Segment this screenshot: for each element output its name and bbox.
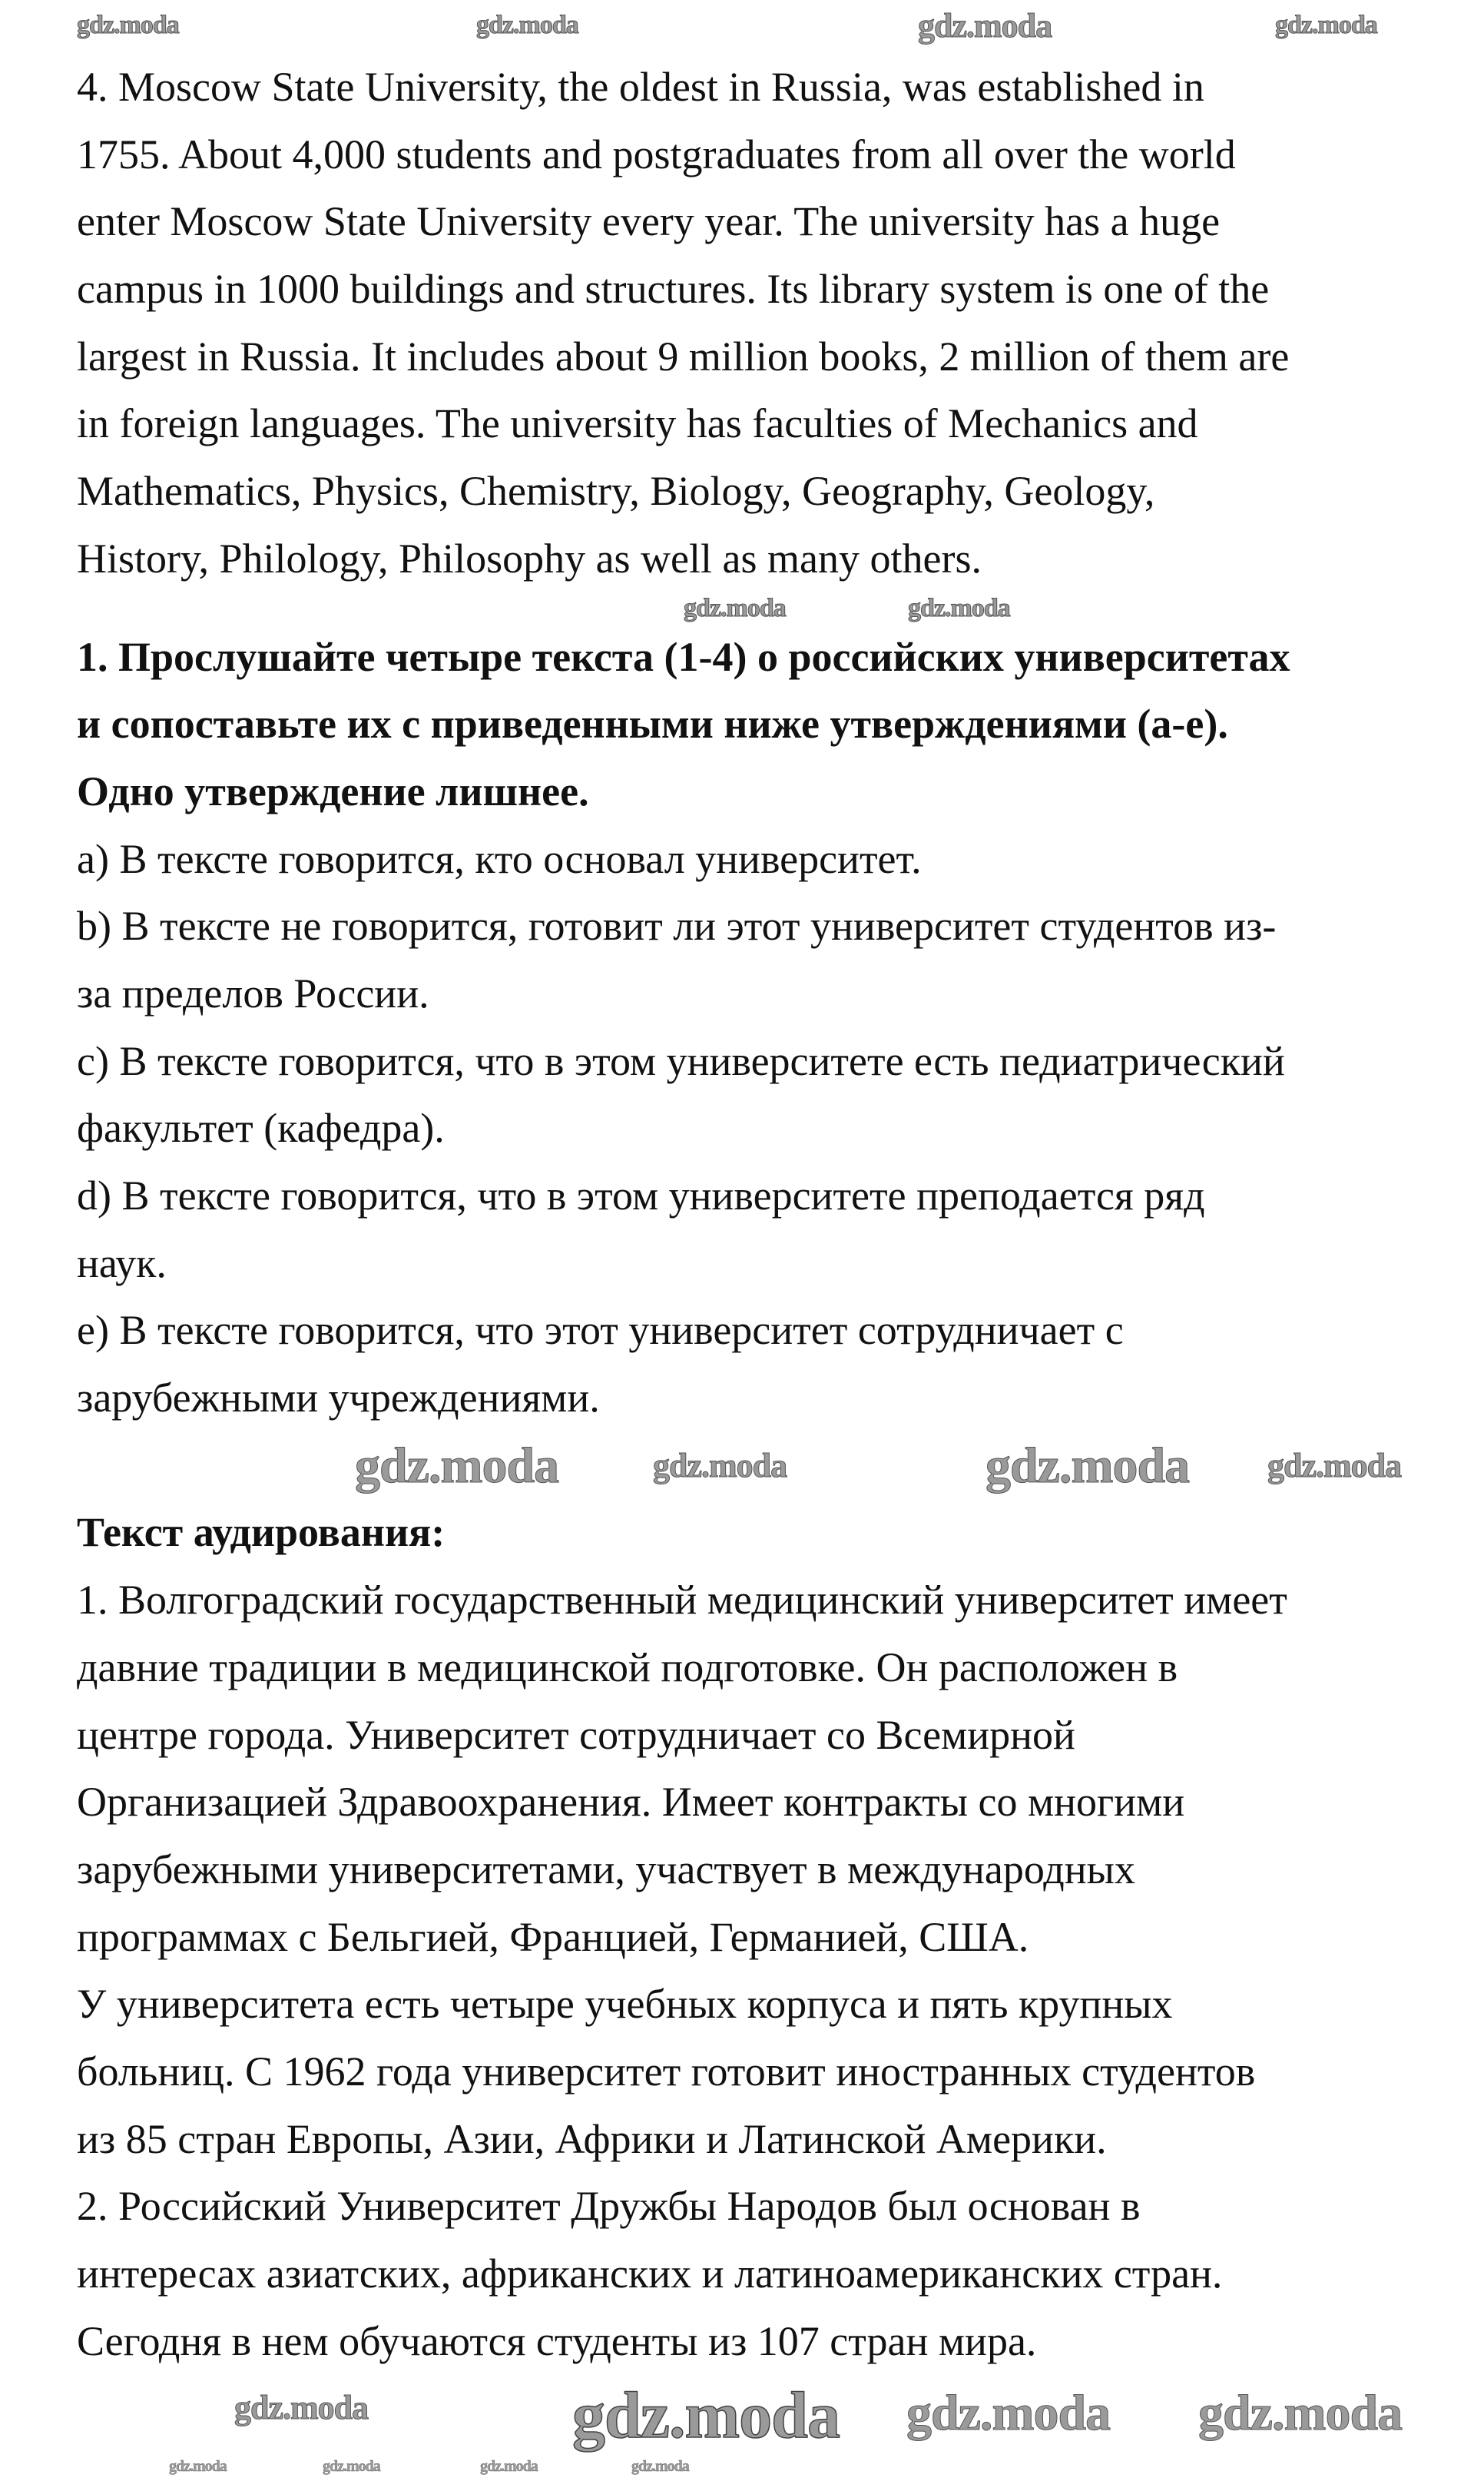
statement-line: e) В тексте говорится, что этот университет сотрудничает с — [77, 1307, 1124, 1354]
watermark: gdz.moda — [1198, 2385, 1403, 2441]
text-line: больниц. С 1962 года университет готовит иностранных студентов — [77, 2048, 1256, 2095]
text-line: из 85 стран Европы, Азии, Африки и Латинской Америки. — [77, 2115, 1107, 2162]
heading-line: и сопоставьте их с приведенными ниже утверждениями (a-e). — [77, 701, 1228, 748]
watermark: gdz.moda — [234, 2389, 369, 2426]
listening-heading: Текст аудирования: — [77, 1509, 446, 1556]
text-line: У университета есть четыре учебных корпуса и пять крупных — [77, 1981, 1173, 2028]
text-line: Сегодня в нем обучаются студенты из 107 стран мира. — [77, 2317, 1037, 2364]
text-line: 1. Волгоградский государственный медицинский университет имеет — [77, 1577, 1287, 1624]
text-line: Организацией Здравоохранения. Имеет контракты со многими — [77, 1779, 1185, 1826]
text-line: 1755. About 4,000 students and postgraduates from all over the world — [77, 131, 1236, 177]
statement-line: c) В тексте говорится, что в этом университете есть педиатрический — [77, 1037, 1285, 1084]
watermark: gdz.moda — [684, 594, 786, 622]
watermark: gdz.moda — [918, 7, 1052, 45]
spacer — [77, 1432, 1444, 1500]
text-line: largest in Russia. It includes about 9 million books, 2 million of them are — [77, 333, 1290, 380]
watermark: gdz.moda — [476, 11, 578, 39]
text-line: интересах азиатских, африканских и латиноамериканских стран. — [77, 2250, 1223, 2297]
watermark: gdz.moda — [1275, 11, 1377, 39]
statement-line: факультет (кафедра). — [77, 1105, 445, 1152]
statement-line: d) В тексте говорится, что в этом университете преподается ряд — [77, 1173, 1205, 1219]
english-paragraph — [77, 54, 1444, 593]
statement-line: зарубежными учреждениями. — [77, 1375, 600, 1421]
statement-line: b) В тексте не говорится, готовит ли этот университет студентов из- — [77, 903, 1277, 950]
watermark: gdz.moda — [906, 2385, 1111, 2441]
watermark: gdz.moda — [985, 1438, 1190, 1494]
text-line: campus in 1000 buildings and structures. Its library system is one of the — [77, 266, 1270, 313]
watermark: gdz.moda — [323, 2458, 380, 2475]
text-line: in foreign languages. The university has faculties of Mechanics and — [77, 400, 1198, 447]
text-line: History, Philology, Philosophy as well as many others. — [77, 535, 982, 582]
watermark: gdz.moda — [631, 2458, 689, 2475]
task-heading — [77, 624, 1444, 826]
watermark: gdz.moda — [908, 594, 1010, 622]
heading-line: Одно утверждение лишнее. — [77, 768, 589, 814]
text-line: enter Moscow State University every year. The university has a huge — [77, 198, 1221, 245]
spacer — [77, 593, 1444, 624]
watermark: gdz.moda — [572, 2378, 840, 2452]
statement-line: наук. — [77, 1239, 167, 1286]
statement-line: за пределов России. — [77, 970, 429, 1017]
watermark: gdz.moda — [480, 2458, 538, 2475]
text-line: 4. Moscow State University, the oldest in Russia, was established in — [77, 64, 1204, 110]
document-page — [77, 54, 1444, 2375]
text-line: зарубежными университетами, участвует в международных — [77, 1846, 1135, 1892]
watermark: gdz.moda — [653, 1447, 787, 1484]
statement-line: a) В тексте говорится, кто основал университет. — [77, 835, 922, 882]
text-line: программах с Бельгией, Францией, Германией, США. — [77, 1913, 1029, 1960]
task-statements — [77, 826, 1444, 1432]
text-line: 2. Российский Университет Дружбы Народов был основан в — [77, 2183, 1141, 2230]
watermark: gdz.moda — [77, 11, 179, 39]
watermark: gdz.moda — [1267, 1447, 1402, 1484]
text-line: давние традиции в медицинской подготовке. Он расположен в — [77, 1643, 1178, 1690]
watermark: gdz.moda — [169, 2458, 227, 2475]
heading-line: 1. Прослушайте четыре текста (1-4) о российских университетах — [77, 633, 1290, 680]
listening-section — [77, 1499, 1444, 2375]
text-line: Mathematics, Physics, Chemistry, Biology, Geography, Geology, — [77, 468, 1155, 515]
text-line: центре города. Университет сотрудничает со Всемирной — [77, 1711, 1075, 1758]
watermark: gdz.moda — [355, 1438, 559, 1494]
